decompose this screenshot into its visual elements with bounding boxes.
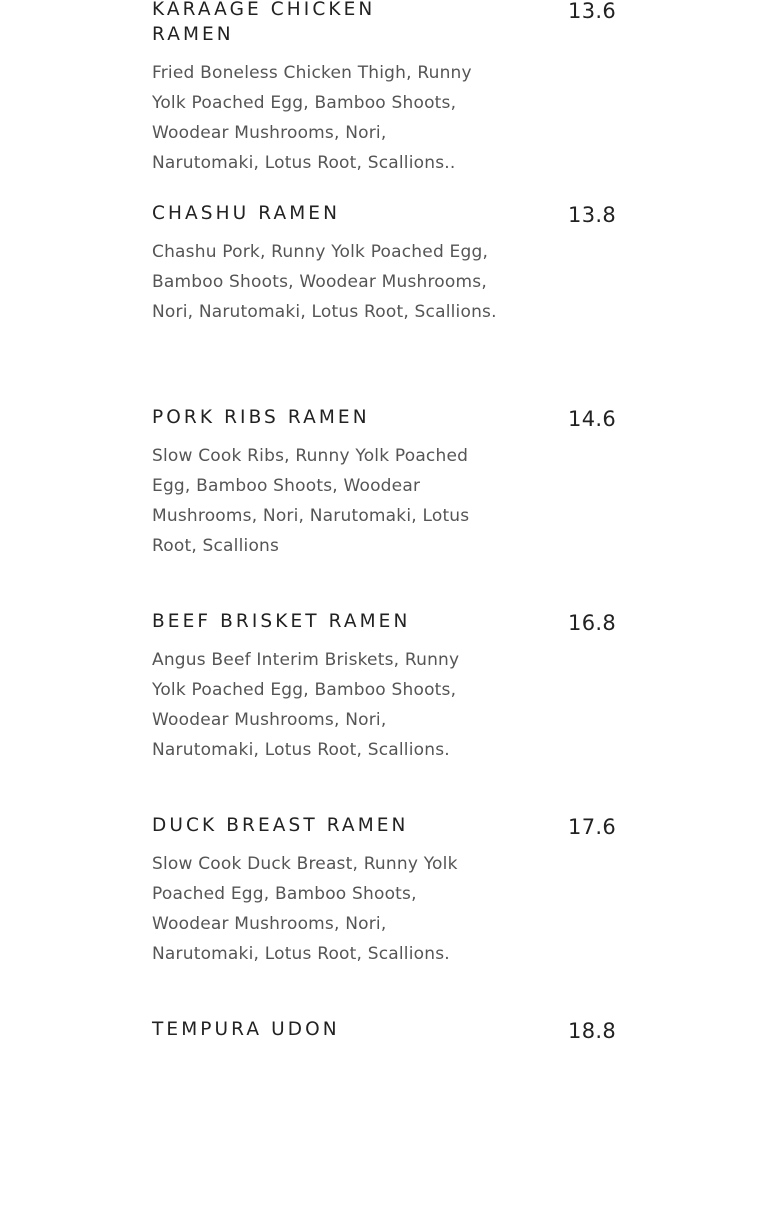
item-price: 18.8 [568,1019,616,1043]
item-price: 16.8 [568,611,616,635]
item-name: BEEF BRISKET RAMEN [152,611,411,632]
item-description: Slow Cook Ribs, Runny Yolk Poached Egg, Bamboo Shoots, Woodear Mushrooms, Nori, Narutomaki, Lotus Root, Scallions [152,446,470,556]
menu-item-tempura-udon [0,1017,770,1221]
item-name: TEMPURA UDON [152,1019,340,1040]
menu-item-chashu-ramen [0,201,770,405]
item-description: Fried Boneless Chicken Thigh, Runny Yolk Poached Egg, Bamboo Shoots, Woodear Mushrooms, Nori, Narutomaki, Lotus Root, Scallions.. [152,63,472,173]
menu-item-beef-brisket-ramen [0,609,770,813]
item-price: 13.6 [568,0,616,23]
item-price: 14.6 [568,407,616,431]
item-description: Slow Cook Duck Breast, Runny Yolk Poached Egg, Bamboo Shoots, Woodear Mushrooms, Nori, Narutomaki, Lotus Root, Scallions. [152,854,458,964]
item-name: PORK RIBS RAMEN [152,407,370,428]
item-name: DUCK BREAST RAMEN [152,815,409,836]
menu-item-pork-ribs-ramen [0,405,770,609]
item-description: Angus Beef Interim Briskets, Runny Yolk Poached Egg, Bamboo Shoots, Woodear Mushrooms, Nori, Narutomaki, Lotus Root, Scallions. [152,650,460,760]
menu-item-karaage-chicken-ramen [0,0,770,201]
item-price: 13.8 [568,203,616,227]
item-name: CHASHU RAMEN [152,203,341,224]
menu-item-duck-breast-ramen [0,813,770,1017]
item-description: Chashu Pork, Runny Yolk Poached Egg, Bamboo Shoots, Woodear Mushrooms, Nori, Narutomaki, Lotus Root, Scallions. [152,242,497,322]
item-price: 17.6 [568,815,616,839]
item-name: KARAAGE CHICKEN RAMEN [152,0,376,45]
